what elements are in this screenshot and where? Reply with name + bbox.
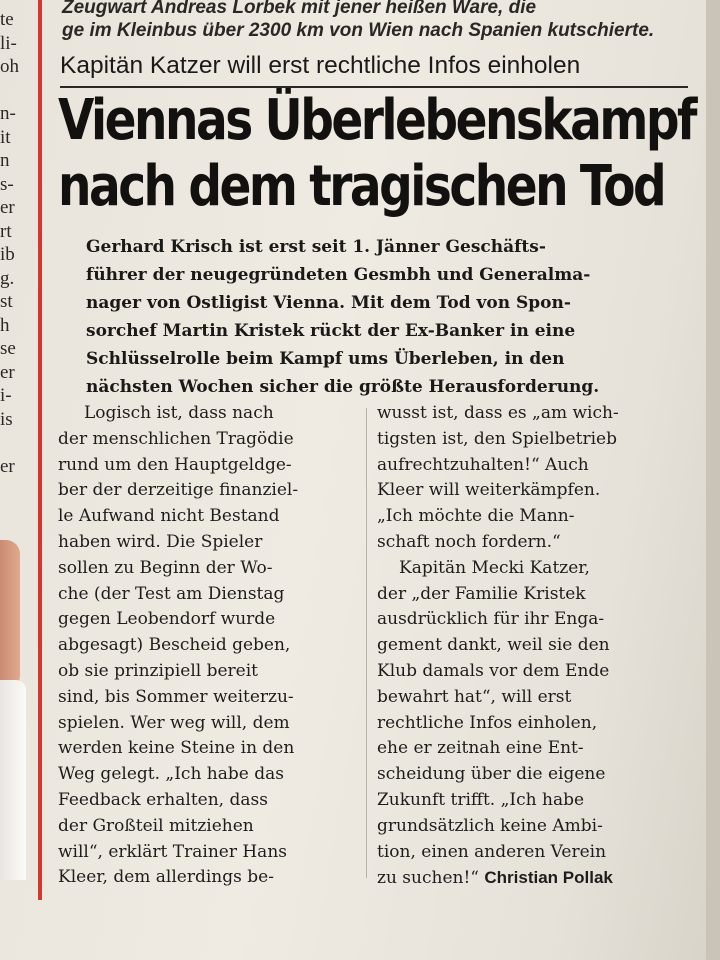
fragment-line: st (0, 291, 13, 312)
fragment-line: li- (0, 32, 17, 54)
body-line: le Aufwand nicht Bestand (58, 506, 280, 527)
previous-article-column (0, 8, 34, 478)
fragment-line (0, 79, 34, 103)
fragment-line: s- (0, 173, 14, 195)
body-line: haben wird. Die Spieler (58, 531, 263, 552)
lead-line: Schlüsselrolle beim Kampf ums Überleben, in den (86, 349, 565, 369)
lead-line: nager von Ostligist Vienna. Mit dem Tod von Spon- (86, 293, 571, 313)
body-line: abgesagt) Bescheid geben, (58, 635, 291, 656)
fragment-line: is (0, 408, 13, 430)
fragment-line: g. (0, 267, 15, 289)
lead-line: führer der neugegründeten Gesmbh und Generalma- (86, 265, 591, 285)
body-line: sind, bis Sommer weiterzu- (58, 686, 294, 707)
article-column-left (58, 401, 358, 891)
fragment-line: i- (0, 385, 12, 406)
lead-line: sorchef Martin Kristek rückt der Ex-Banker in eine (86, 321, 576, 341)
headline-line: nach dem tragischen Tod (58, 154, 665, 219)
hand-photo-fragment (0, 540, 20, 690)
body-line: „Ich möchte die Mann- (377, 506, 575, 527)
column-divider (366, 408, 367, 878)
body-line: rund um den Hauptgeldge- (58, 454, 292, 475)
body-line: Zukunft trifft. „Ich habe (377, 789, 585, 810)
fragment-line: oh (0, 56, 19, 77)
kicker-headline: Kapitän Katzer will erst rechtliche Infos einholen (60, 52, 581, 79)
fragment-line: n- (0, 103, 16, 124)
body-line: Logisch ist, dass nach (84, 403, 274, 423)
fragment-line: rt (0, 220, 12, 242)
body-line: aufrechtzuhalten!“ Auch (377, 454, 589, 475)
red-column-rule (38, 0, 42, 900)
body-line: der Großteil mitziehen (58, 815, 254, 836)
body-line: schaft noch fordern.“ (377, 531, 561, 552)
fragment-line: h (0, 314, 10, 336)
lead-paragraph (86, 233, 676, 401)
text-line: ge im Kleinbus über 2300 km von Wien nach Spanien kutschierte. (62, 20, 655, 41)
lead-line: nächsten Wochen sicher die größte Herausforderung. (86, 377, 600, 397)
fragment-line: ib (0, 244, 15, 265)
body-line: Kapitän Mecki Katzer, (399, 557, 590, 578)
body-line: Weg gelegt. „Ich habe das (58, 764, 284, 785)
body-line: Kleer will weiterkämpfen. (377, 480, 601, 501)
article-column-right (377, 401, 697, 892)
body-line: gegen Leobendorf wurde (58, 609, 276, 630)
body-line: spielen. Wer weg will, dem (58, 712, 290, 733)
body-line: wusst ist, dass es „am wich- (377, 403, 619, 423)
body-line: will“, erklärt Trainer Hans (58, 841, 287, 862)
text-line: Zeugwart Andreas Lorbek mit jener heißen Ware, die (62, 0, 537, 18)
fragment-line: er (0, 361, 15, 383)
page-edge (706, 0, 720, 960)
fragment-line: te (0, 9, 14, 30)
body-line: sollen zu Beginn der Wo- (58, 557, 273, 578)
fragment-line: se (0, 338, 16, 359)
body-line: werden keine Steine in den (58, 738, 295, 759)
main-headline (58, 88, 698, 220)
previous-article-text (62, 0, 702, 42)
body-line: Kleer, dem allerdings be- (58, 867, 274, 888)
fragment-line: er (0, 455, 15, 477)
body-line: ob sie prinzipiell bereit (58, 660, 258, 681)
body-line: scheidung über die eigene (377, 764, 606, 785)
body-line: Klub damals vor dem Ende (377, 660, 610, 681)
headline-line: Viennas Überlebenskampf (58, 88, 695, 153)
body-line: ausdrücklich für ihr Enga- (377, 609, 605, 630)
fragment-line: er (0, 197, 15, 218)
body-line: gement dankt, weil sie den (377, 635, 610, 656)
fragment-line (0, 431, 34, 455)
body-line: der menschlichen Tragödie (58, 428, 294, 449)
body-line: tigsten ist, den Spielbetrieb (377, 428, 617, 449)
sleeve-photo-fragment (0, 680, 26, 880)
body-line: ehe er zeitnah eine Ent- (377, 738, 584, 759)
lead-line: Gerhard Krisch ist erst seit 1. Jänner Geschäfts- (86, 237, 546, 257)
body-line: rechtliche Infos einholen, (377, 712, 598, 733)
body-line: tion, einen anderen Verein (377, 841, 607, 862)
body-line: zu suchen!“ Christian Pollak (377, 868, 613, 889)
author-byline: Christian Pollak (484, 868, 613, 888)
body-line: che (der Test am Dienstag (58, 583, 285, 604)
fragment-line: n (0, 150, 10, 171)
body-line: Feedback erhalten, dass (58, 789, 268, 810)
body-line: grundsätzlich keine Ambi- (377, 815, 603, 836)
body-line: der „der Familie Kristek (377, 583, 586, 604)
body-line: bewahrt hat“, will erst (377, 686, 572, 707)
fragment-line: it (0, 126, 11, 148)
body-line: ber der derzeitige finanziel- (58, 480, 299, 501)
